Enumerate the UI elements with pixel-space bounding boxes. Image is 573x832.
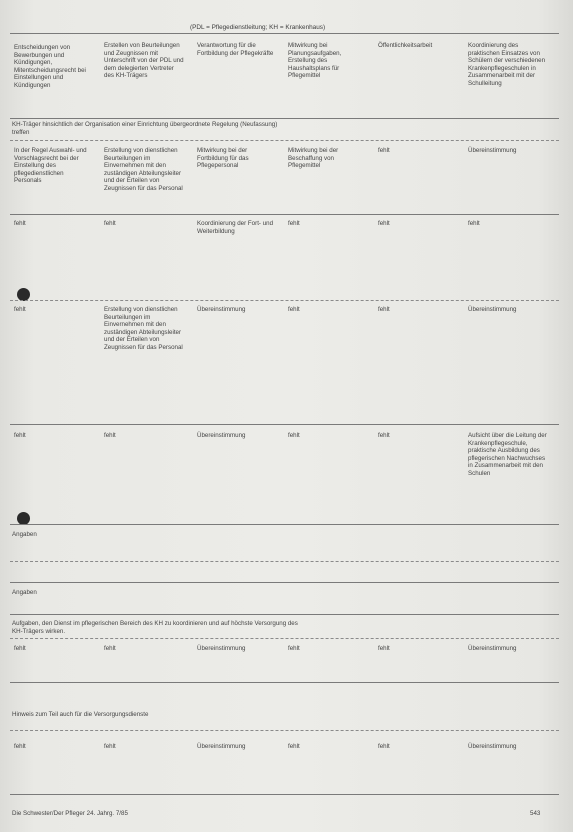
row-rule bbox=[10, 638, 559, 639]
angaben-label-1: Angaben bbox=[12, 531, 37, 538]
page-number: 543 bbox=[530, 810, 541, 817]
row3-col1: fehlt bbox=[14, 220, 26, 227]
row4-col5: fehlt bbox=[378, 306, 390, 313]
row2-col5: fehlt bbox=[378, 147, 390, 154]
row6-col1: fehlt bbox=[14, 645, 26, 652]
row7-col4: fehlt bbox=[288, 743, 300, 750]
row1-col6: Koordinierung des praktischen Einsatzes von Schülern der verschiedenen Krankenpflegeschulen in Zusammenarbeit mit der Schulleitung bbox=[468, 42, 546, 87]
section-note-3: Hinweis zum Teil auch für die Versorgungsdienste bbox=[12, 711, 149, 718]
row2-col3: Mitwirkung bei der Fortbildung für das Pflegepersonal bbox=[197, 147, 249, 170]
row2-col4: Mitwirkung bei der Beschaffung von Pflegemittel bbox=[288, 147, 339, 170]
row5-col1: fehlt bbox=[14, 432, 26, 439]
row-rule bbox=[10, 582, 559, 583]
section-note-2: Aufgaben, den Dienst im pflegerischen Bereich des KH zu koordinieren und auf höchste Versorgung des KH-Trägers wirken. bbox=[12, 620, 298, 635]
row3-col6: fehlt bbox=[468, 220, 480, 227]
row7-col3: Übereinstimmung bbox=[197, 743, 246, 750]
row7-col6: Übereinstimmung bbox=[468, 743, 517, 750]
journal-footer: Die Schwester/Der Pfleger 24. Jahrg. 7/85 bbox=[12, 810, 128, 817]
row-rule bbox=[10, 424, 559, 425]
row7-col5: fehlt bbox=[378, 743, 390, 750]
row5-col2: fehlt bbox=[104, 432, 116, 439]
row-rule bbox=[10, 614, 559, 615]
bottom-rule bbox=[10, 794, 559, 795]
row3-col5: fehlt bbox=[378, 220, 390, 227]
header-rule bbox=[10, 33, 559, 34]
row-rule bbox=[10, 140, 559, 141]
row-rule bbox=[10, 561, 559, 562]
row4-col2: Erstellung von dienstlichen Beurteilungen im Einvernehmen mit den zuständigen Abteilungsleiter und der Erteilen von Zeugnissen für das Personal bbox=[104, 306, 183, 351]
row4-col4: fehlt bbox=[288, 306, 300, 313]
angaben-label-2: Angaben bbox=[12, 589, 37, 596]
row5-col6: Aufsicht über die Leitung der Krankenpflegeschule, praktische Ausbildung des pflegerischen Nachwuchses in Zusammenarbeit mit den Schulen bbox=[468, 432, 547, 477]
row4-col3: Übereinstimmung bbox=[197, 306, 246, 313]
row-rule bbox=[10, 118, 559, 119]
row1-col4: Mitwirkung bei Planungsaufgaben, Erstellung des Haushaltsplans für Pflegemittel bbox=[288, 42, 342, 80]
row2-col6: Übereinstimmung bbox=[468, 147, 517, 154]
row-rule bbox=[10, 214, 559, 215]
row4-col6: Übereinstimmung bbox=[468, 306, 517, 313]
row4-col1: fehlt bbox=[14, 306, 26, 313]
row5-col3: Übereinstimmung bbox=[197, 432, 246, 439]
row6-col5: fehlt bbox=[378, 645, 390, 652]
row5-col4: fehlt bbox=[288, 432, 300, 439]
row7-col2: fehlt bbox=[104, 743, 116, 750]
row3-col4: fehlt bbox=[288, 220, 300, 227]
table-header: (PDL = Pflegedienstleitung; KH = Krankenhaus) bbox=[190, 24, 326, 31]
row7-col1: fehlt bbox=[14, 743, 26, 750]
row3-col3: Koordinierung der Fort- und Weiterbildung bbox=[197, 220, 274, 235]
row2-col2: Erstellung von dienstlichen Beurteilungen im Einvernehmen mit den zuständigen Abteilungsleiter und der Erteilen von Zeugnissen für das Personal bbox=[104, 147, 183, 192]
row6-col3: Übereinstimmung bbox=[197, 645, 246, 652]
row-rule bbox=[10, 730, 559, 731]
row1-col2: Erstellen von Beurteilungen und Zeugnissen mit Unterschrift von der PDL und dem delegierten Vertreter des KH-Trägers bbox=[104, 42, 184, 80]
row6-col6: Übereinstimmung bbox=[468, 645, 517, 652]
row-rule bbox=[10, 300, 559, 301]
row-rule bbox=[10, 682, 559, 683]
row6-col2: fehlt bbox=[104, 645, 116, 652]
row1-col1: Entscheidungen von Bewerbungen und Kündigungen, Mitentscheidungsrecht bei Einstellungen und Kündigungen bbox=[14, 44, 86, 89]
section-note-1: KH-Träger hinsichtlich der Organisation einer Einrichtung übergeordnete Regelung (Neufassung) treffen bbox=[12, 121, 278, 136]
row3-col2: fehlt bbox=[104, 220, 116, 227]
row1-col5: Öffentlichkeitsarbeit bbox=[378, 42, 433, 49]
row-rule bbox=[10, 524, 559, 525]
row1-col3: Verantwortung für die Fortbildung der Pflegekräfte bbox=[197, 42, 274, 57]
row5-col5: fehlt bbox=[378, 432, 390, 439]
row2-col1: In der Regel Auswahl- und Vorschlagsrecht bei der Einstellung des pflegedienstlichen Personals bbox=[14, 147, 87, 185]
row6-col4: fehlt bbox=[288, 645, 300, 652]
